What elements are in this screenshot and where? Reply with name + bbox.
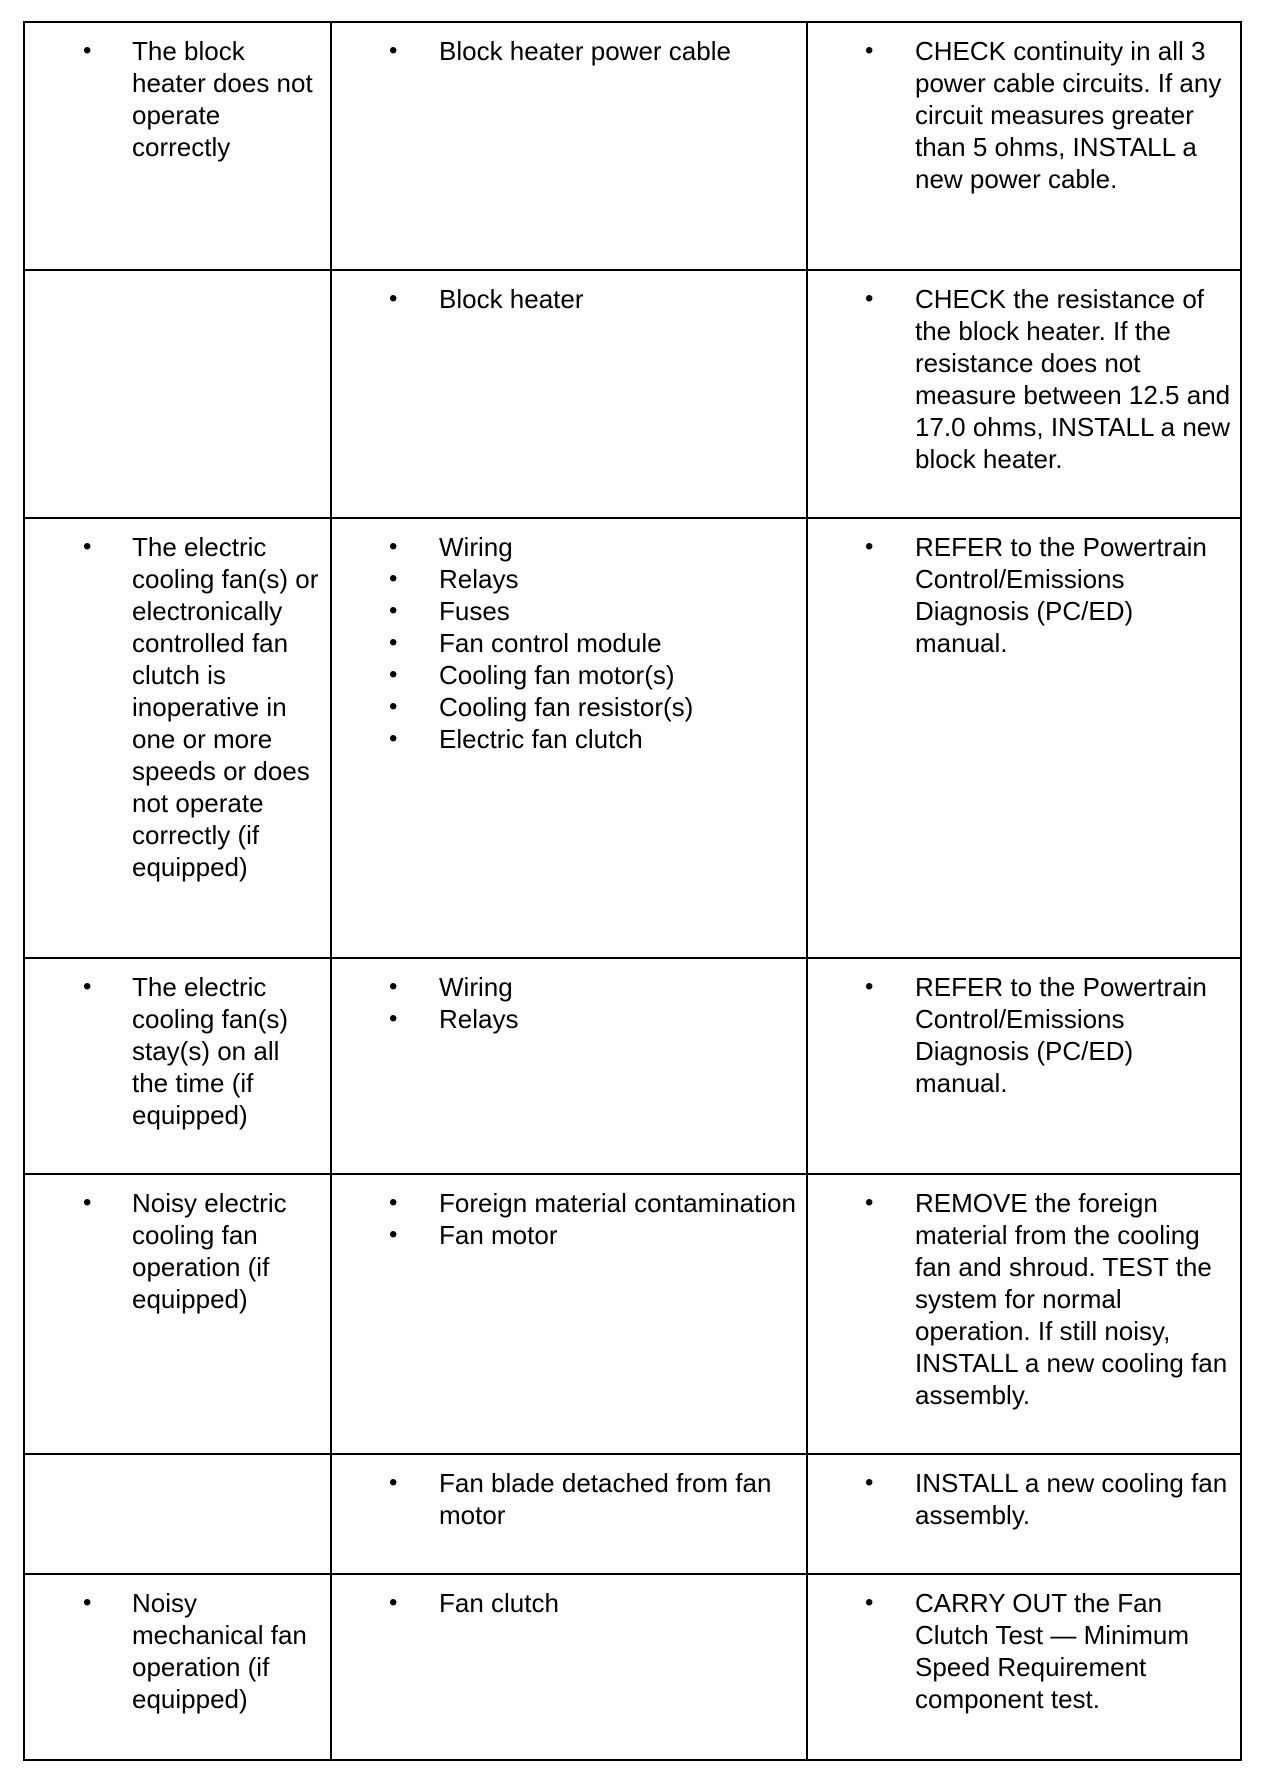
source-list: [332, 531, 798, 755]
condition-cell: [24, 958, 331, 1174]
source-list: [332, 1187, 798, 1251]
source-cell: [331, 518, 807, 958]
source-list: [332, 283, 798, 315]
condition-list: [25, 1187, 322, 1315]
source-list: [332, 35, 798, 67]
condition-cell: [24, 270, 331, 518]
table-row: [24, 1454, 1241, 1574]
action-list: [808, 283, 1232, 475]
action-cell: [807, 518, 1241, 958]
action-cell: [807, 270, 1241, 518]
source-list: [332, 1467, 798, 1531]
list-item: • The electric cooling fan(s) stay(s) on all the time (if equipped): [25, 971, 322, 1131]
diagnosis-table-body: [24, 22, 1241, 1760]
source-list: [332, 971, 798, 1035]
condition-cell: [24, 1174, 331, 1454]
table-row: [24, 1574, 1241, 1760]
condition-list: [25, 971, 322, 1131]
list-item: • Wiring: [332, 971, 798, 1003]
action-list: [808, 531, 1232, 659]
source-cell: [331, 1174, 807, 1454]
list-item: • Fan clutch: [332, 1587, 798, 1619]
source-cell: [331, 1454, 807, 1574]
source-cell: [331, 270, 807, 518]
source-cell: [331, 22, 807, 270]
list-item: • Block heater: [332, 283, 798, 315]
list-item: • Cooling fan resistor(s): [332, 691, 798, 723]
diagnosis-table: [23, 21, 1242, 1761]
action-list: [808, 1187, 1232, 1411]
condition-cell: [24, 1454, 331, 1574]
list-item: • INSTALL a new cooling fan assembly.: [808, 1467, 1232, 1531]
action-cell: [807, 22, 1241, 270]
list-item: • Fan blade detached from fan motor: [332, 1467, 798, 1531]
list-item: • CHECK the resistance of the block heater. If the resistance does not measure between 12.5 and 17.0 ohms, INSTALL a new block heater.: [808, 283, 1232, 475]
source-list: [332, 1587, 798, 1619]
condition-cell: [24, 1574, 331, 1760]
list-item: • Noisy electric cooling fan operation (if equipped): [25, 1187, 322, 1315]
condition-list: [25, 35, 322, 163]
action-list: [808, 35, 1232, 195]
list-item: • The electric cooling fan(s) or electronically controlled fan clutch is inoperative in one or more speeds or does not operate correctly (if equipped): [25, 531, 322, 883]
condition-list: [25, 1587, 322, 1715]
list-item: • Cooling fan motor(s): [332, 659, 798, 691]
list-item: • REMOVE the foreign material from the cooling fan and shroud. TEST the system for normal operation. If still noisy, INSTALL a new cooling fan assembly.: [808, 1187, 1232, 1411]
list-item: • The block heater does not operate correctly: [25, 35, 322, 163]
action-list: [808, 1467, 1232, 1531]
table-row: [24, 1174, 1241, 1454]
action-cell: [807, 1574, 1241, 1760]
action-list: [808, 1587, 1232, 1715]
list-item: • CHECK continuity in all 3 power cable circuits. If any circuit measures greater than 5 ohms, INSTALL a new power cable.: [808, 35, 1232, 195]
list-item: • CARRY OUT the Fan Clutch Test — Minimum Speed Requirement component test.: [808, 1587, 1232, 1715]
list-item: • Electric fan clutch: [332, 723, 798, 755]
list-item: • Wiring: [332, 531, 798, 563]
action-cell: [807, 1454, 1241, 1574]
list-item: • REFER to the Powertrain Control/Emissions Diagnosis (PC/ED) manual.: [808, 971, 1232, 1099]
list-item: • Foreign material contamination: [332, 1187, 798, 1219]
action-cell: [807, 958, 1241, 1174]
list-item: • Relays: [332, 1003, 798, 1035]
list-item: • REFER to the Powertrain Control/Emissions Diagnosis (PC/ED) manual.: [808, 531, 1232, 659]
list-item: • Fan control module: [332, 627, 798, 659]
action-cell: [807, 1174, 1241, 1454]
source-cell: [331, 1574, 807, 1760]
table-row: [24, 22, 1241, 270]
source-cell: [331, 958, 807, 1174]
table-row: [24, 518, 1241, 958]
list-item: • Fuses: [332, 595, 798, 627]
list-item: • Noisy mechanical fan operation (if equipped): [25, 1587, 322, 1715]
table-row: [24, 270, 1241, 518]
action-list: [808, 971, 1232, 1099]
list-item: • Block heater power cable: [332, 35, 798, 67]
list-item: • Fan motor: [332, 1219, 798, 1251]
table-row: [24, 958, 1241, 1174]
condition-cell: [24, 22, 331, 270]
list-item: • Relays: [332, 563, 798, 595]
condition-cell: [24, 518, 331, 958]
condition-list: [25, 531, 322, 883]
